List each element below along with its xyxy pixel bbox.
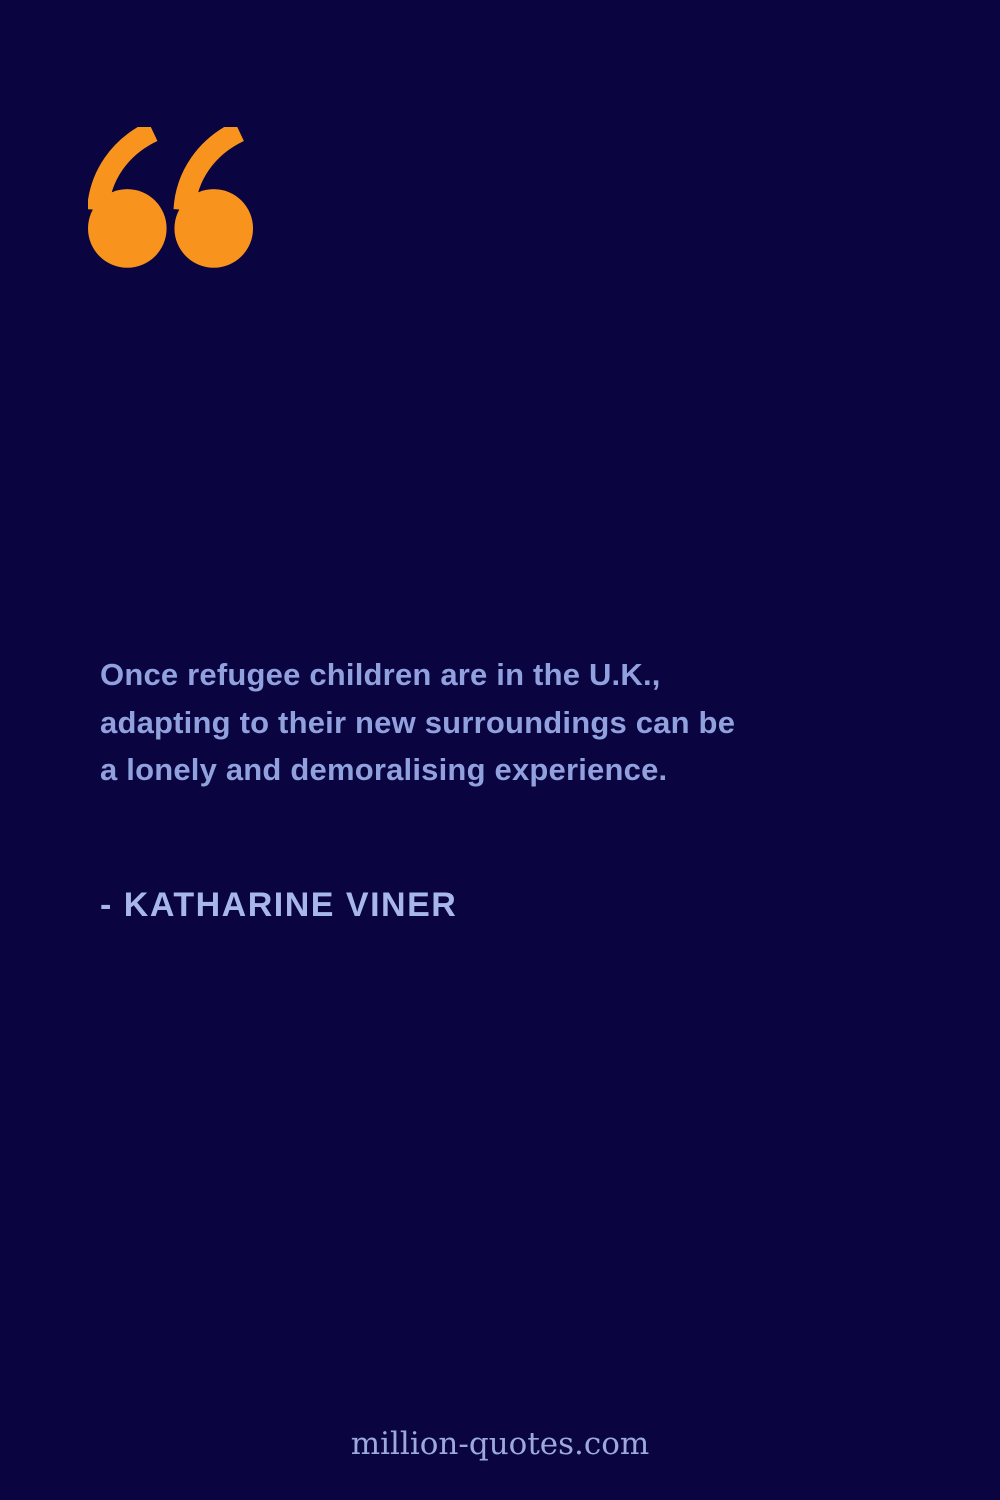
quote-attribution: - KATHARINE VINER	[100, 886, 458, 924]
quote-line-1: Once refugee children are in the U.K.,	[100, 657, 661, 692]
website-name: million-quotes.com	[350, 1426, 650, 1462]
quote-line-3: a lonely and demoralising experience.	[100, 752, 668, 787]
quote-text	[100, 651, 820, 794]
opening-double-quote-icon	[88, 127, 255, 270]
quote-line-2: adapting to their new surroundings can be	[100, 704, 736, 740]
